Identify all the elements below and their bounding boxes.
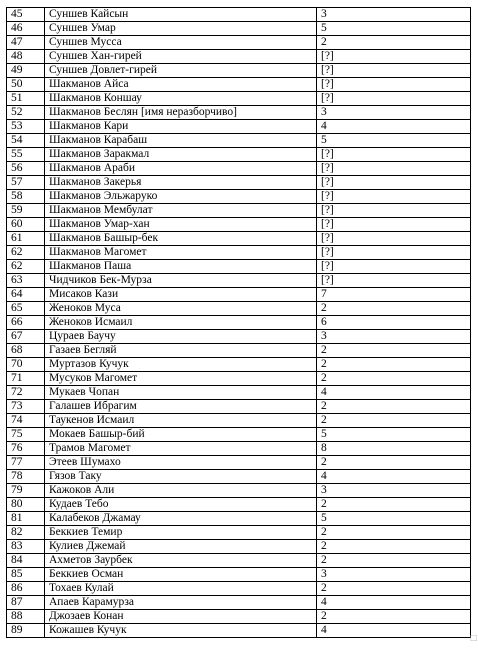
table-row — [7, 190, 471, 204]
table-row — [7, 386, 471, 400]
table-row — [7, 260, 471, 274]
person-name-cell: Апаев Карамурза — [45, 596, 317, 610]
table-row — [7, 78, 471, 92]
table-row — [7, 526, 471, 540]
count-value-cell: 2 — [317, 498, 471, 512]
person-name-cell: Мукаев Чопан — [45, 386, 317, 400]
person-name-cell: Беккиев Осман — [45, 568, 317, 582]
person-name-cell: Этеев Шумахо — [45, 456, 317, 470]
row-number-cell: 63 — [7, 274, 45, 288]
count-value-cell: [?] — [317, 190, 471, 204]
count-value-cell: [?] — [317, 64, 471, 78]
person-name-cell: Шакманов Башыр-бек — [45, 232, 317, 246]
count-value-cell: [?] — [317, 232, 471, 246]
person-name-cell: Трамов Магомет — [45, 442, 317, 456]
table-row — [7, 106, 471, 120]
count-value-cell: 3 — [317, 106, 471, 120]
row-number-cell: 58 — [7, 190, 45, 204]
count-value-cell: 4 — [317, 470, 471, 484]
person-name-cell: Газаев Бегляй — [45, 344, 317, 358]
count-value-cell: 4 — [317, 624, 471, 638]
row-number-cell: 64 — [7, 288, 45, 302]
person-name-cell: Кулиев Джемай — [45, 540, 317, 554]
count-value-cell: [?] — [317, 162, 471, 176]
count-value-cell: [?] — [317, 274, 471, 288]
table-row — [7, 610, 471, 624]
table-row — [7, 372, 471, 386]
row-number-cell: 73 — [7, 400, 45, 414]
table-row — [7, 50, 471, 64]
row-number-cell: 60 — [7, 218, 45, 232]
person-name-cell: Шакманов Кари — [45, 120, 317, 134]
row-number-cell: 83 — [7, 540, 45, 554]
table-row — [7, 414, 471, 428]
person-name-cell: Мисаков Кази — [45, 288, 317, 302]
table-row — [7, 568, 471, 582]
row-number-cell: 50 — [7, 78, 45, 92]
row-number-cell: 52 — [7, 106, 45, 120]
table-row — [7, 92, 471, 106]
person-name-cell: Шакманов Коншау — [45, 92, 317, 106]
row-number-cell: 84 — [7, 554, 45, 568]
table-row — [7, 246, 471, 260]
count-value-cell: 3 — [317, 8, 471, 22]
count-value-cell: [?] — [317, 92, 471, 106]
paragraph-end-mark-icon: □ — [470, 633, 478, 642]
row-number-cell: 48 — [7, 50, 45, 64]
row-number-cell: 62 — [7, 246, 45, 260]
row-number-cell: 89 — [7, 624, 45, 638]
count-value-cell: [?] — [317, 218, 471, 232]
person-name-cell: Женоков Исмаил — [45, 316, 317, 330]
person-name-cell: Таукенов Исмаил — [45, 414, 317, 428]
row-number-cell: 81 — [7, 512, 45, 526]
row-number-cell: 87 — [7, 596, 45, 610]
row-number-cell: 47 — [7, 36, 45, 50]
count-value-cell: [?] — [317, 176, 471, 190]
row-number-cell: 79 — [7, 484, 45, 498]
count-value-cell: 2 — [317, 36, 471, 50]
person-name-cell: Калабеков Джамау — [45, 512, 317, 526]
table-row — [7, 484, 471, 498]
row-number-cell: 66 — [7, 316, 45, 330]
row-number-cell: 72 — [7, 386, 45, 400]
person-name-cell: Мокаев Башыр-бий — [45, 428, 317, 442]
row-number-cell: 49 — [7, 64, 45, 78]
count-value-cell: 3 — [317, 568, 471, 582]
row-number-cell: 68 — [7, 344, 45, 358]
table-row — [7, 22, 471, 36]
person-name-cell: Джозаев Конан — [45, 610, 317, 624]
table-row — [7, 554, 471, 568]
count-value-cell: [?] — [317, 204, 471, 218]
table-row — [7, 596, 471, 610]
row-number-cell: 55 — [7, 148, 45, 162]
person-name-cell: Шакманов Заракмал — [45, 148, 317, 162]
person-name-cell: Суншев Кайсын — [45, 8, 317, 22]
count-value-cell: 4 — [317, 120, 471, 134]
document-table-body — [7, 8, 471, 638]
table-row — [7, 330, 471, 344]
row-number-cell: 80 — [7, 498, 45, 512]
table-row — [7, 358, 471, 372]
row-number-cell: 57 — [7, 176, 45, 190]
row-number-cell: 85 — [7, 568, 45, 582]
person-name-cell: Шакманов Айса — [45, 78, 317, 92]
table-row — [7, 148, 471, 162]
document-table — [6, 7, 471, 638]
table-row — [7, 176, 471, 190]
table-row — [7, 512, 471, 526]
count-value-cell: 2 — [317, 414, 471, 428]
table-row — [7, 218, 471, 232]
count-value-cell: 5 — [317, 512, 471, 526]
person-name-cell: Шакманов Умар-хан — [45, 218, 317, 232]
row-number-cell: 53 — [7, 120, 45, 134]
table-row — [7, 344, 471, 358]
count-value-cell: 2 — [317, 526, 471, 540]
person-name-cell: Галашев Ибрагим — [45, 400, 317, 414]
table-row — [7, 470, 471, 484]
table-row — [7, 400, 471, 414]
count-value-cell: 3 — [317, 484, 471, 498]
person-name-cell: Цураев Баучу — [45, 330, 317, 344]
person-name-cell: Суншев Умар — [45, 22, 317, 36]
person-name-cell: Шакманов Беслян [имя неразборчиво] — [45, 106, 317, 120]
person-name-cell: Беккиев Темир — [45, 526, 317, 540]
table-row — [7, 624, 471, 638]
table-row — [7, 64, 471, 78]
person-name-cell: Кожашев Кучук — [45, 624, 317, 638]
row-number-cell: 88 — [7, 610, 45, 624]
row-number-cell: 62 — [7, 260, 45, 274]
row-number-cell: 77 — [7, 456, 45, 470]
count-value-cell: 5 — [317, 134, 471, 148]
row-number-cell: 51 — [7, 92, 45, 106]
person-name-cell: Суншев Довлет-гирей — [45, 64, 317, 78]
table-row — [7, 120, 471, 134]
table-row — [7, 456, 471, 470]
table-row — [7, 232, 471, 246]
table-row — [7, 204, 471, 218]
count-value-cell: 2 — [317, 358, 471, 372]
person-name-cell: Шакманов Паша — [45, 260, 317, 274]
count-value-cell: 2 — [317, 372, 471, 386]
count-value-cell: [?] — [317, 78, 471, 92]
table-row — [7, 134, 471, 148]
person-name-cell: Ахметов Заурбек — [45, 554, 317, 568]
row-number-cell: 67 — [7, 330, 45, 344]
row-number-cell: 71 — [7, 372, 45, 386]
count-value-cell: 6 — [317, 316, 471, 330]
count-value-cell: 2 — [317, 400, 471, 414]
table-row — [7, 498, 471, 512]
count-value-cell: 3 — [317, 330, 471, 344]
count-value-cell: 2 — [317, 344, 471, 358]
count-value-cell: 8 — [317, 442, 471, 456]
row-number-cell: 61 — [7, 232, 45, 246]
count-value-cell: 2 — [317, 610, 471, 624]
count-value-cell: 5 — [317, 22, 471, 36]
table-row — [7, 442, 471, 456]
count-value-cell: [?] — [317, 260, 471, 274]
table-row — [7, 288, 471, 302]
count-value-cell: 5 — [317, 428, 471, 442]
table-row — [7, 274, 471, 288]
table-row — [7, 540, 471, 554]
count-value-cell: [?] — [317, 148, 471, 162]
table-row — [7, 316, 471, 330]
person-name-cell: Тохаев Кулай — [45, 582, 317, 596]
person-name-cell: Шакманов Закерья — [45, 176, 317, 190]
row-number-cell: 78 — [7, 470, 45, 484]
row-number-cell: 82 — [7, 526, 45, 540]
count-value-cell: 4 — [317, 596, 471, 610]
table-row — [7, 428, 471, 442]
row-number-cell: 45 — [7, 8, 45, 22]
count-value-cell: 2 — [317, 302, 471, 316]
person-name-cell: Шакманов Эльжаруко — [45, 190, 317, 204]
person-name-cell: Шакманов Магомет — [45, 246, 317, 260]
count-value-cell: 2 — [317, 540, 471, 554]
person-name-cell: Кажоков Али — [45, 484, 317, 498]
person-name-cell: Кудаев Тебо — [45, 498, 317, 512]
table-row — [7, 302, 471, 316]
row-number-cell: 54 — [7, 134, 45, 148]
row-number-cell: 70 — [7, 358, 45, 372]
row-number-cell: 75 — [7, 428, 45, 442]
person-name-cell: Чидчиков Бек-Мурза — [45, 274, 317, 288]
count-value-cell: 4 — [317, 386, 471, 400]
person-name-cell: Шакманов Араби — [45, 162, 317, 176]
count-value-cell: 7 — [317, 288, 471, 302]
count-value-cell: 2 — [317, 582, 471, 596]
person-name-cell: Мусуков Магомет — [45, 372, 317, 386]
row-number-cell: 46 — [7, 22, 45, 36]
row-number-cell: 74 — [7, 414, 45, 428]
person-name-cell: Суншев Хан-гирей — [45, 50, 317, 64]
row-number-cell: 76 — [7, 442, 45, 456]
row-number-cell: 86 — [7, 582, 45, 596]
row-number-cell: 59 — [7, 204, 45, 218]
count-value-cell: [?] — [317, 50, 471, 64]
row-number-cell: 65 — [7, 302, 45, 316]
count-value-cell: 2 — [317, 456, 471, 470]
row-number-cell: 56 — [7, 162, 45, 176]
table-row — [7, 36, 471, 50]
person-name-cell: Гязов Таку — [45, 470, 317, 484]
person-name-cell: Шакманов Карабаш — [45, 134, 317, 148]
count-value-cell: 2 — [317, 554, 471, 568]
table-row — [7, 162, 471, 176]
person-name-cell: Суншев Мусса — [45, 36, 317, 50]
table-row — [7, 582, 471, 596]
person-name-cell: Женоков Муса — [45, 302, 317, 316]
count-value-cell: [?] — [317, 246, 471, 260]
person-name-cell: Муртазов Кучук — [45, 358, 317, 372]
person-name-cell: Шакманов Мембулат — [45, 204, 317, 218]
table-row — [7, 8, 471, 22]
